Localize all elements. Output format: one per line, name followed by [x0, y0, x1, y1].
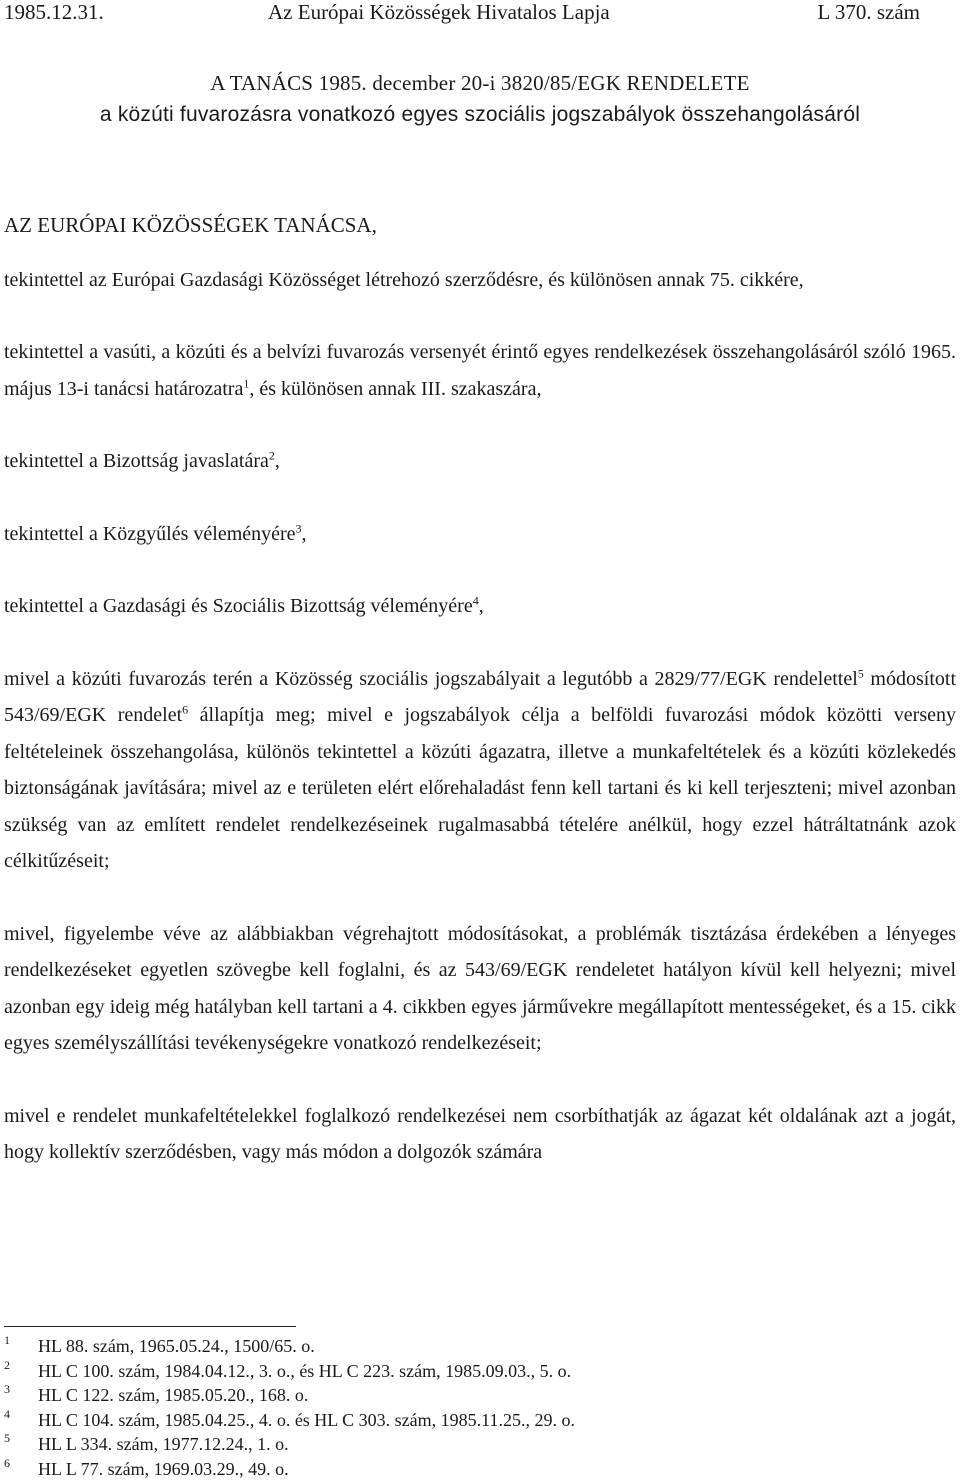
footnote-ref-4: 4: [472, 593, 479, 608]
footnote: [4, 1359, 904, 1384]
recital-social-text-c: állapítja meg; mivel e jogszabályok célja a belföldi fuvarozási módok közötti verseny feltételeinek összehangolása, különös tekintettel a közúti ágazatra, illetve a munkafeltételek és a közúti közlekedés biztonságának javítására; mivel az e területen elért előrehaladást fenn kell tartani és ki kell terjeszteni; mivel azonban szükség van az említett rendelet rendelkezéseinek rugalmasabbá tételére anélkül, hogy ezzel hátráltatnánk azok célkitűzéseit;: [4, 704, 957, 872]
footnote-number: 2: [4, 1357, 10, 1372]
footnote-ref-3: 3: [295, 520, 302, 535]
footnote-ref-6: 6: [182, 702, 189, 717]
footnote-text: HL C 104. szám, 1985.04.25., 4. o. és HL C 303. szám, 1985.11.25., 29. o.: [38, 1409, 575, 1430]
header-journal-title: Az Európai Közösségek Hivatalos Lapja: [268, 0, 610, 24]
recital-decision-end: , és különösen annak III. szakaszára,: [249, 377, 542, 400]
recital-commission-end: ,: [274, 450, 280, 472]
header-issue-number: L 370. szám: [817, 0, 920, 24]
footnote-number: 6: [4, 1455, 10, 1470]
recital-working-conditions: mivel e rendelet munkafeltételekkel foglalkozó rendelkezései nem csorbíthatják az ágazat két oldalának azt a jogát, hogy kollektív szerződésben, vagy más módon a dolgozók számára: [4, 1104, 956, 1163]
footnotes: [4, 1334, 904, 1481]
footnote: [4, 1457, 904, 1482]
recital-social-legislation: [4, 661, 956, 880]
footnote-separator: [4, 1326, 296, 1327]
recital-social-text-a: mivel a közúti fuvarozás terén a Közösség szociális jogszabályait a legutóbb a 2829/77/EGK rendelettel: [4, 667, 858, 690]
footnote-text: HL L 77. szám, 1969.03.29., 49. o.: [38, 1458, 289, 1479]
recital-treaty: tekintettel az Európai Gazdasági Közösséget létrehozó szerződésre, és különösen annak 75. cikkére,: [4, 268, 804, 291]
recital-esc-end: ,: [478, 595, 484, 617]
recital-commission-text: tekintettel a Bizottság javaslatára: [4, 450, 269, 472]
recital-decision-text: tekintettel a vasúti, a közúti és a belvízi fuvarozás versenyét érintő egyes rendelkezések összehangolásáról szóló 1965. május 13-i tanácsi határozatra: [4, 341, 956, 400]
recital-assembly: [4, 516, 956, 553]
page-header: [4, 0, 956, 26]
recital-assembly-text: tekintettel a Közgyűlés véleményére: [4, 522, 296, 545]
document-body: [4, 207, 956, 1171]
footnote-number: 3: [4, 1382, 10, 1396]
footnote: [4, 1334, 904, 1359]
footnote-number: 4: [4, 1406, 10, 1421]
recital-consolidation: mivel, figyelembe véve az alábbiakban végrehajtott módosításokat, a problémák tisztázása érdekében a lényeges rendelkezéseket egyetlen szövegbe kell foglalni, és az 543/69/EGK rendeletet hatályon kívül kell helyezni; mivel azonban egy ideig még hatályban kell tartani a 4. cikkben egyes járművekre megállapított mentességeket, és a 15. cikk egyes személyszállítási tevékenységekre vonatkozó rendelkezéseit;: [4, 922, 956, 1054]
footnote-number: 5: [4, 1431, 10, 1445]
recital-social-text-b: módosított 543/69/EGK rendelet: [4, 667, 957, 726]
footnote-number: 1: [4, 1333, 10, 1347]
recital-esc: [4, 588, 956, 625]
footnote-ref-5: 5: [857, 665, 864, 680]
footnote: [4, 1383, 904, 1408]
regulation-title-line-1: A TANÁCS 1985. december 20-i 3820/85/EGK RENDELETE: [210, 71, 750, 95]
council-heading: AZ EURÓPAI KÖZÖSSÉGEK TANÁCSA,: [4, 213, 377, 237]
regulation-title: [0, 68, 960, 130]
footnote: [4, 1432, 904, 1457]
recital-esc-text: tekintettel a Gazdasági és Szociális Bizottság véleményére: [4, 595, 473, 617]
header-date: 1985.12.31.: [4, 0, 104, 24]
footnote-text: HL C 100. szám, 1984.04.12., 3. o., és HL C 223. szám, 1985.09.03., 5. o.: [38, 1360, 572, 1381]
footnote: [4, 1408, 904, 1433]
recital-commission: [4, 443, 956, 480]
footnote-ref-1: 1: [243, 375, 250, 390]
footnote-ref-2: 2: [268, 448, 275, 463]
recital-assembly-end: ,: [301, 522, 307, 545]
recital-decision: [4, 334, 956, 407]
footnote-text: HL C 122. szám, 1985.05.20., 168. o.: [38, 1385, 309, 1405]
regulation-title-line-2: a közúti fuvarozásra vonatkozó egyes szociális jogszabályok összehangolásáról: [99, 103, 861, 126]
footnote-text: HL L 334. szám, 1977.12.24., 1. o.: [38, 1434, 289, 1454]
footnote-text: HL 88. szám, 1965.05.24., 1500/65. o.: [38, 1336, 315, 1356]
